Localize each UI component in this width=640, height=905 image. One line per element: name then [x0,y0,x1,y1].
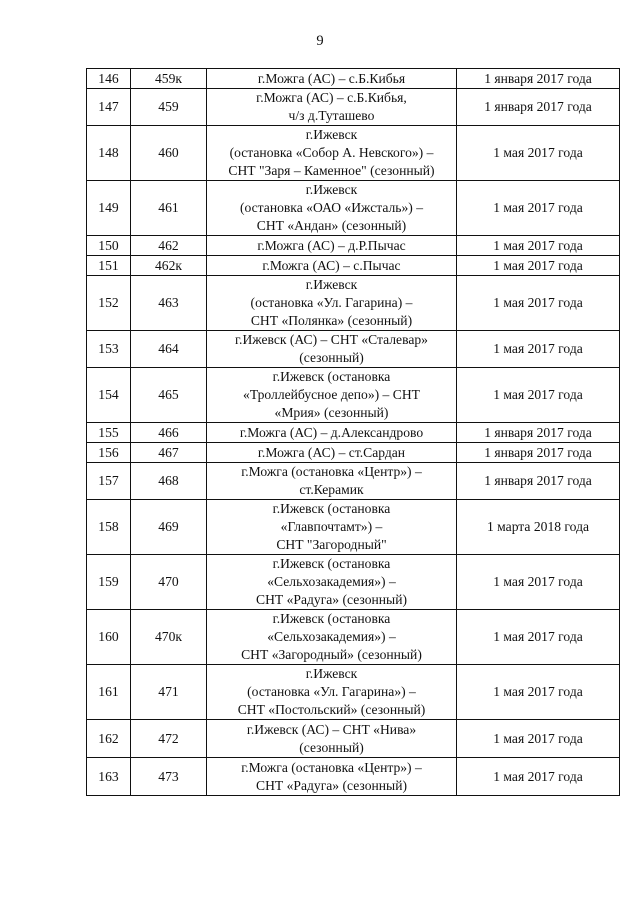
table-row [87,758,620,796]
route-name-cell: г.Ижевск (остановка «Сельхозакадемия») – СНТ «Загородный» (сезонный) [207,610,457,665]
route-number-cell: 463 [131,276,207,331]
start-date-cell: 1 марта 2018 года [457,500,620,555]
routes-table [86,68,620,796]
route-number-cell: 464 [131,331,207,368]
page-number: 9 [316,33,324,49]
route-number-cell: 468 [131,463,207,500]
row-number-cell: 150 [87,236,131,256]
route-number-cell: 469 [131,500,207,555]
row-number-cell: 160 [87,610,131,665]
route-name-cell: г.Ижевск (АС) – СНТ «Нива» (сезонный) [207,720,457,758]
route-number-cell: 459к [131,69,207,89]
table-row [87,555,620,610]
route-name-cell: г.Можга (АС) – д.Р.Пычас [207,236,457,256]
route-name-cell: г.Ижевск (остановка «Сельхозакадемия») – СНТ «Радуга» (сезонный) [207,555,457,610]
row-number-cell: 146 [87,69,131,89]
row-number-cell: 154 [87,368,131,423]
row-number-cell: 163 [87,758,131,796]
route-name-cell: г.Ижевск (остановка «Ул. Гагарина») – СНТ «Постольский» (сезонный) [207,665,457,720]
table-row [87,69,620,89]
route-number-cell: 459 [131,89,207,126]
route-name-cell: г.Ижевск (остановка «Главпочтамт») – СНТ "Загородный" [207,500,457,555]
start-date-cell: 1 мая 2017 года [457,126,620,181]
start-date-cell: 1 мая 2017 года [457,181,620,236]
route-name-cell: г.Ижевск (остановка «Ул. Гагарина) – СНТ «Полянка» (сезонный) [207,276,457,331]
start-date-cell: 1 мая 2017 года [457,758,620,796]
row-number-cell: 159 [87,555,131,610]
route-number-cell: 470к [131,610,207,665]
table-row [87,276,620,331]
table-row [87,89,620,126]
route-name-cell: г.Можга (остановка «Центр») – ст.Керамик [207,463,457,500]
start-date-cell: 1 мая 2017 года [457,720,620,758]
route-number-cell: 466 [131,423,207,443]
start-date-cell: 1 мая 2017 года [457,276,620,331]
row-number-cell: 149 [87,181,131,236]
row-number-cell: 148 [87,126,131,181]
start-date-cell: 1 января 2017 года [457,463,620,500]
route-name-cell: г.Можга (АС) – с.Пычас [207,256,457,276]
route-name-cell: г.Ижевск (АС) – СНТ «Сталевар» (сезонный) [207,331,457,368]
start-date-cell: 1 января 2017 года [457,69,620,89]
table-row [87,500,620,555]
start-date-cell: 1 января 2017 года [457,423,620,443]
route-name-cell: г.Можга (АС) – с.Б.Кибья [207,69,457,89]
start-date-cell: 1 мая 2017 года [457,665,620,720]
route-number-cell: 471 [131,665,207,720]
row-number-cell: 158 [87,500,131,555]
route-number-cell: 460 [131,126,207,181]
route-number-cell: 461 [131,181,207,236]
table-row [87,443,620,463]
route-number-cell: 472 [131,720,207,758]
row-number-cell: 156 [87,443,131,463]
route-name-cell: г.Можга (АС) – с.Б.Кибья, ч/з д.Туташево [207,89,457,126]
route-name-cell: г.Можга (АС) – ст.Сардан [207,443,457,463]
route-number-cell: 473 [131,758,207,796]
route-name-cell: г.Ижевск (остановка «Собор А. Невского») – СНТ "Заря – Каменное" (сезонный) [207,126,457,181]
start-date-cell: 1 мая 2017 года [457,256,620,276]
route-name-cell: г.Ижевск (остановка «Троллейбусное депо») – СНТ «Мрия» (сезонный) [207,368,457,423]
route-number-cell: 470 [131,555,207,610]
table-row [87,368,620,423]
route-number-cell: 467 [131,443,207,463]
table-row [87,181,620,236]
start-date-cell: 1 января 2017 года [457,443,620,463]
row-number-cell: 147 [87,89,131,126]
table-row [87,126,620,181]
route-number-cell: 462 [131,236,207,256]
row-number-cell: 151 [87,256,131,276]
route-number-cell: 462к [131,256,207,276]
route-number-cell: 465 [131,368,207,423]
row-number-cell: 153 [87,331,131,368]
row-number-cell: 157 [87,463,131,500]
table-row [87,236,620,256]
start-date-cell: 1 января 2017 года [457,89,620,126]
table-row [87,463,620,500]
start-date-cell: 1 мая 2017 года [457,610,620,665]
row-number-cell: 155 [87,423,131,443]
route-name-cell: г.Ижевск (остановка «ОАО «Ижсталь») – СНТ «Андан» (сезонный) [207,181,457,236]
route-name-cell: г.Можга (АС) – д.Александрово [207,423,457,443]
row-number-cell: 161 [87,665,131,720]
start-date-cell: 1 мая 2017 года [457,236,620,256]
row-number-cell: 152 [87,276,131,331]
table-row [87,331,620,368]
start-date-cell: 1 мая 2017 года [457,331,620,368]
start-date-cell: 1 мая 2017 года [457,555,620,610]
table-row [87,256,620,276]
row-number-cell: 162 [87,720,131,758]
table-row [87,423,620,443]
table-row [87,720,620,758]
table-row [87,610,620,665]
start-date-cell: 1 мая 2017 года [457,368,620,423]
table-row [87,665,620,720]
route-name-cell: г.Можга (остановка «Центр») – СНТ «Радуга» (сезонный) [207,758,457,796]
